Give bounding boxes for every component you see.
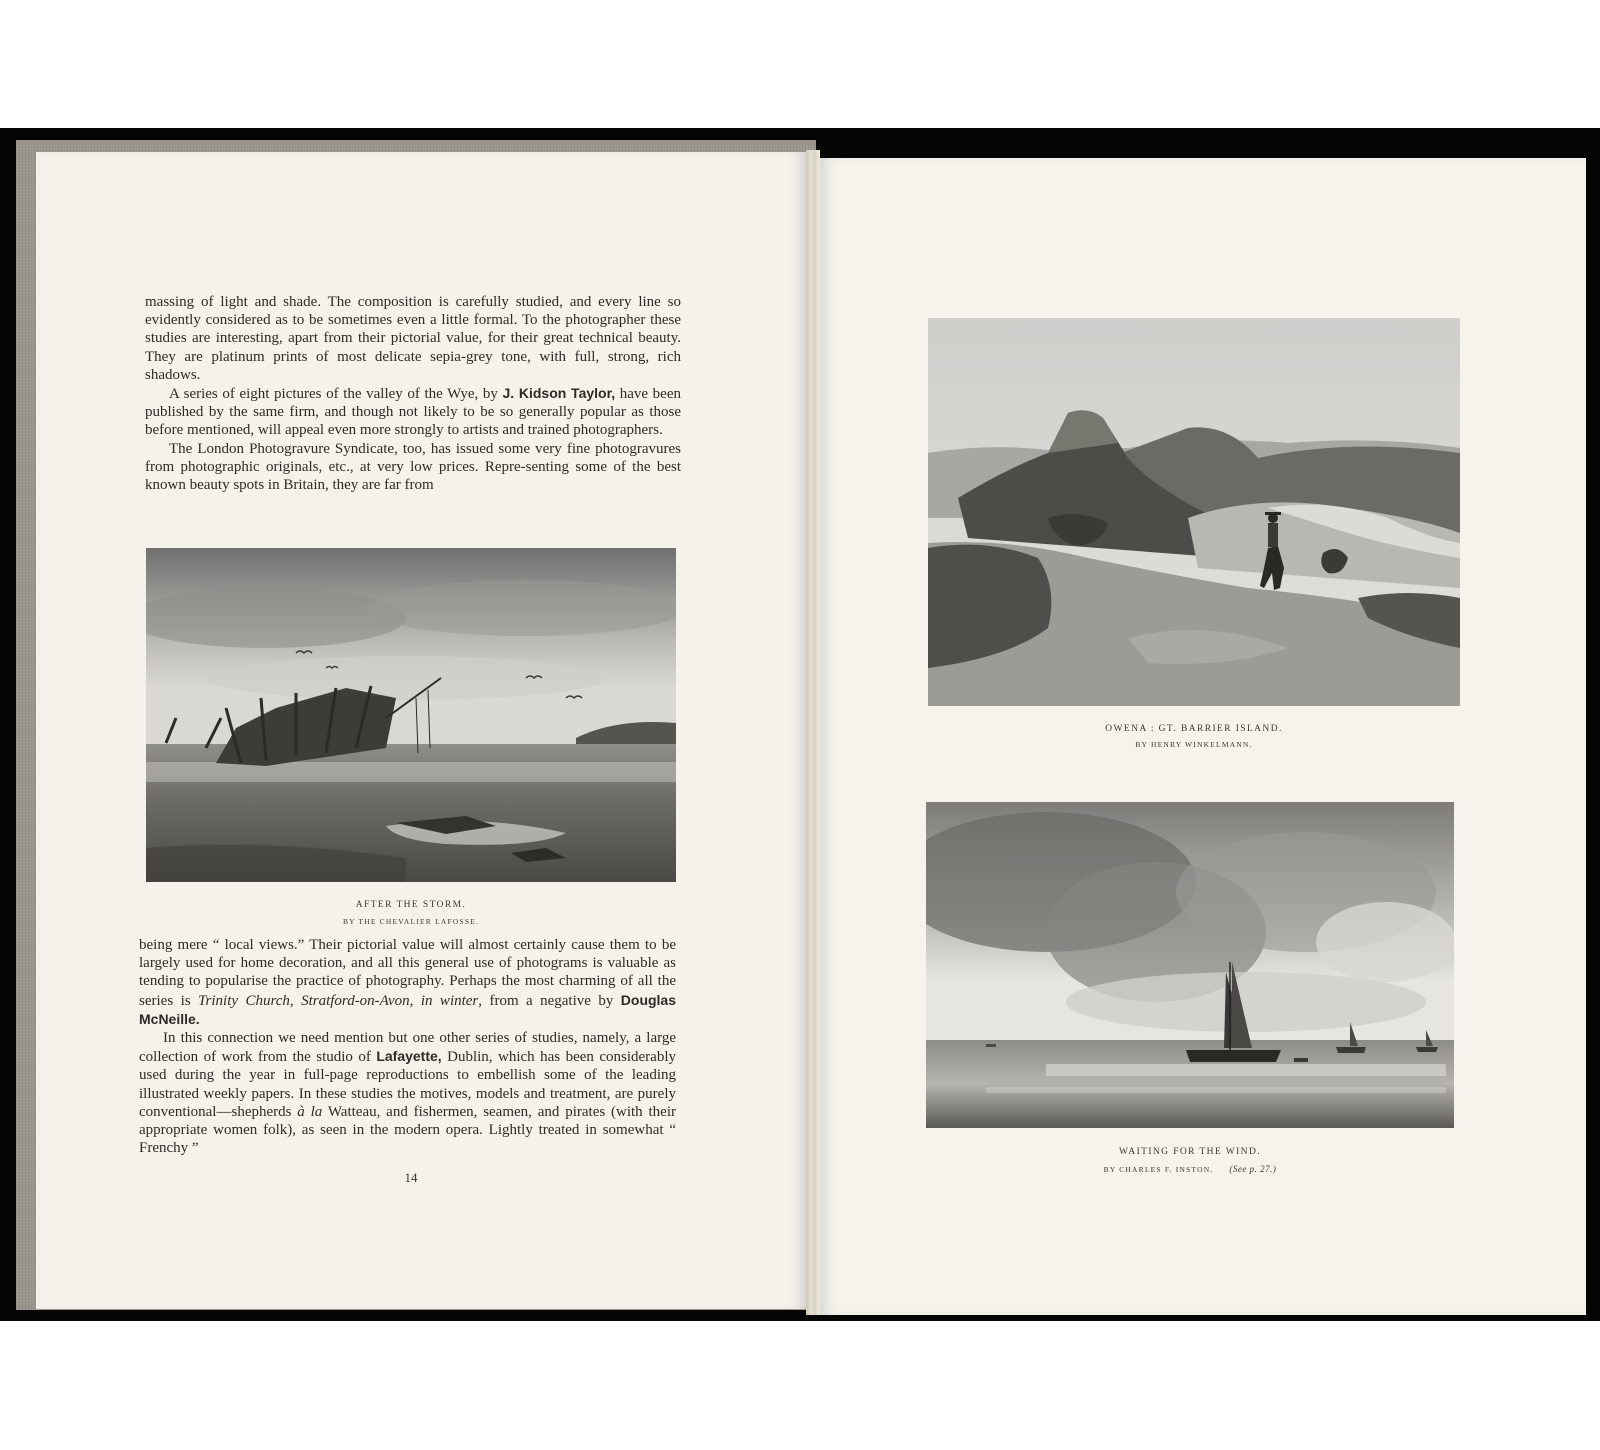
person-name: Douglas McNeille. bbox=[139, 991, 677, 1027]
see-page-note: (See p. 27.) bbox=[1229, 1164, 1277, 1174]
paragraph bbox=[139, 1029, 676, 1157]
after-the-storm-credit: BY THE CHEVALIER LAFOSSE. bbox=[342, 917, 480, 926]
book-gutter bbox=[806, 150, 820, 1315]
sailing-boats-image bbox=[926, 802, 1454, 1128]
waiting-for-the-wind-caption: WAITING FOR THE WIND. bbox=[1119, 1147, 1261, 1157]
left-page-text-top bbox=[145, 293, 681, 494]
after-the-storm-caption: AFTER THE STORM. bbox=[355, 900, 467, 910]
shipwreck-beach-image bbox=[146, 548, 676, 882]
text-run: massing of light and shade. The composition is carefully studied, and every line so evidently considered as to be sometimes even a little formal. To the photographer these studies are interesting, apart from their pictorial value, for their great technical beauty. They are platinum prints of most delicate sepia-grey tone, with full, strong, rich shadows. bbox=[145, 294, 681, 383]
text-run: being mere “ local views.” Their pictorial value will almost certainly cause them to be largely used for home decoration, and all this general use of photograms is valuable as tending to popularise the practice of photography. Perhaps the most charming of all the series is bbox=[139, 937, 676, 1009]
text-run: Dublin, which has been considerably used during the year in full-page reproductions to embellish some of the leading illustrated weekly papers. In these studies the motives, models and treatment, are purely conventional—shepherds bbox=[139, 1049, 676, 1120]
italic-text: Trinity Church, Stratford-on-Avon, in winter bbox=[198, 992, 479, 1009]
waiting-for-the-wind-credit bbox=[926, 1164, 1454, 1174]
owena-plate bbox=[928, 318, 1460, 706]
after-the-storm-plate bbox=[146, 548, 676, 882]
paragraph bbox=[145, 384, 681, 440]
text-run: In this connection we need mention but one other series of studies, namely, a large collection of work from the studio of bbox=[139, 1030, 676, 1066]
page-number: 14 bbox=[404, 1170, 418, 1185]
waiting-for-the-wind-plate bbox=[926, 802, 1454, 1128]
text-run: have been published by the same firm, and though not likely to be so generally popular as those before mentioned, will appeal even more strongly to artists and trained photographers. bbox=[145, 386, 681, 439]
credit-name: BY CHARLES F. INSTON. bbox=[1103, 1165, 1214, 1174]
text-run: A series of eight pictures of the valley of the Wye, by bbox=[169, 386, 503, 403]
text-run: Watteau, and fishermen, seamen, and pirates (with their appropriate women folk), as seen in the modern opera. Lightly treated in somewhat “ Frenchy ” bbox=[139, 1103, 676, 1157]
text-run: , from a negative by bbox=[478, 992, 621, 1009]
italic-text: à la bbox=[297, 1103, 323, 1120]
paragraph bbox=[145, 440, 681, 495]
text-run: The London Photogravure Syndicate, too, has issued some very fine photogravures from photographic originals, etc., at very low prices. Repre-senting some of the best known beauty spots in Britain, they are far from bbox=[145, 440, 681, 494]
owena-caption: OWENA : GT. BARRIER ISLAND. bbox=[1105, 724, 1283, 734]
paragraph bbox=[145, 293, 681, 384]
person-name: Lafayette, bbox=[376, 1048, 442, 1065]
paragraph bbox=[139, 936, 676, 1029]
person-name: J. Kidson Taylor, bbox=[502, 385, 616, 402]
left-page-text-bottom bbox=[139, 936, 676, 1157]
island-landscape-image bbox=[928, 318, 1460, 706]
owena-credit: BY HENRY WINKELMANN. bbox=[1135, 740, 1253, 749]
